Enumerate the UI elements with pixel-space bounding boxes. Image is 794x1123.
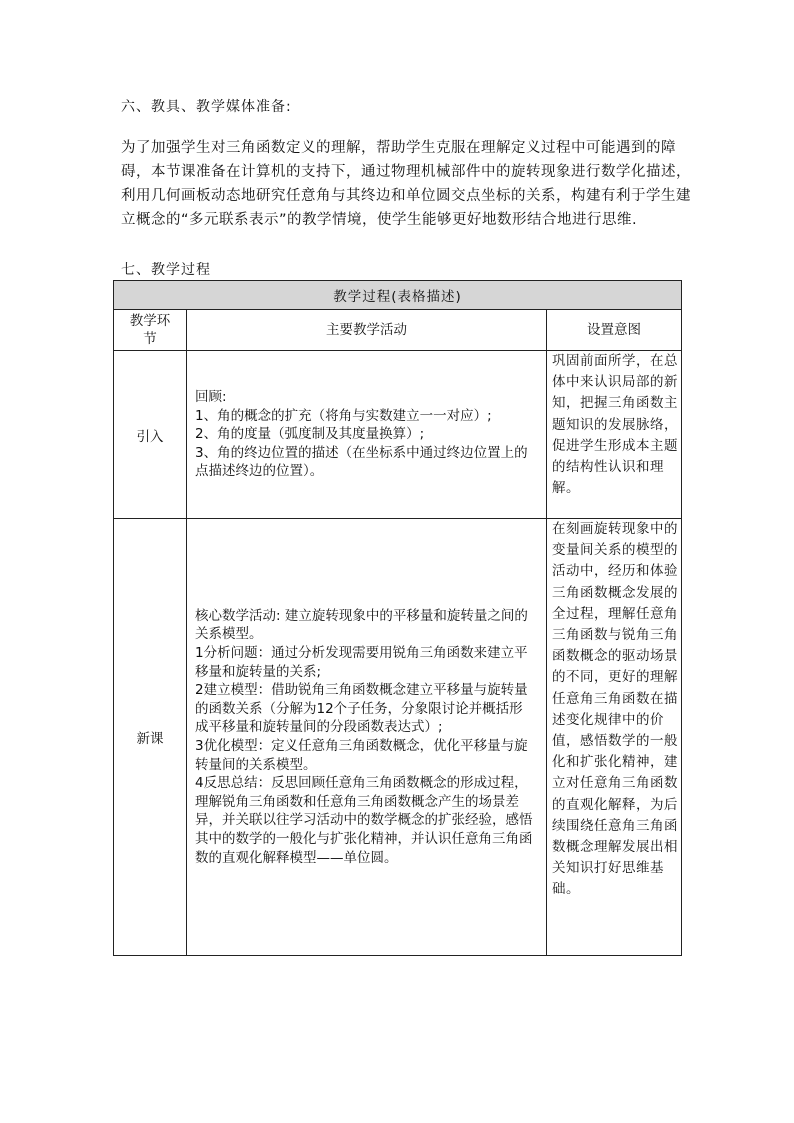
activity-line: 2建立模型：借助锐角三角函数概念建立平移量与旋转量的函数关系（分解为12个子任务，分象限讨论并概括形成平移量和旋转量间的分段函数表达式）; (195, 682, 528, 736)
teaching-process-table (113, 280, 682, 956)
section-heading-teaching-process: 七、教学过程 (121, 262, 211, 278)
activity-line: 回顾: (195, 389, 227, 406)
stage-cell: 引入 (114, 351, 187, 519)
activity-cell (187, 351, 547, 519)
table-row (114, 519, 682, 956)
section-heading-teaching-aids: 六、教具、教学媒体准备: (121, 99, 292, 115)
intent-cell: 巩固前面所学，在总体中来认识局部的新知，把握三角函数主题知识的发展脉络，促进学生形成本主题的结构性认识和理解。 (547, 351, 682, 519)
header-intent: 设置意图 (547, 310, 682, 351)
header-stage: 教学环节 (114, 310, 187, 351)
stage-cell: 新课 (114, 519, 187, 956)
table-caption: 教学过程(表格描述) (114, 281, 682, 310)
activity-line: 1分析问题：通过分析发现需要用锐角三角函数来建立平移量和旋转量的关系; (195, 645, 528, 680)
activity-line: 3优化模型：定义任意角三角函数概念，优化平移量与旋转量间的关系模型。 (195, 738, 528, 773)
teaching-aids-paragraph: 为了加强学生对三角函数定义的理解，帮助学生克服在理解定义过程中可能遇到的障碍，本节课准备在计算机的支持下，通过物理机械部件中的旋转现象进行数学化描述，利用几何画板动态地研究任意角与其终边和单位圆交点坐标的关系，构建有利于学生建立概念的“多元联系表示”的教学情境，使学生能够更好地数形结合地进行思维. (121, 140, 691, 228)
table-row (114, 351, 682, 519)
activity-cell (187, 519, 547, 956)
table-caption-row (114, 281, 682, 310)
activity-line: 4反思总结：反思回顾任意角三角函数概念的形成过程，理解锐角三角函数和任意角三角函数概念产生的场景差异，并关联以往学习活动中的数学概念的扩张经验，感悟其中的数学的一般化与扩张化精神，并认识任意角三角函数的直观化解释模型——单位圆。 (195, 775, 533, 866)
activity-line: 1、角的概念的扩充（将角与实数建立一一对应）; (195, 407, 492, 424)
activity-line: 3、角的终边位置的描述（在坐标系中通过终边位置上的点描述终边的位置）。 (195, 444, 528, 480)
intent-cell: 在刻画旋转现象中的变量间关系的模型的活动中，经历和体验三角函数概念发展的全过程，理解任意角三角函数与锐角三角函数概念的驱动场景的不同，更好的理解任意角三角函数在描述变化规律中的价值，感悟数学的一般化和扩张化精神，建立对任意角三角函数的直观化解释，为后续围绕任意角三角函数概念理解发展出相关知识打好思维基础。 (547, 519, 682, 956)
activity-line: 核心数学活动: 建立旋转现象中的平移量和旋转量之间的关系模型。 (195, 607, 528, 643)
table-header-row (114, 310, 682, 351)
header-activity: 主要教学活动 (187, 310, 547, 351)
activity-line: 2、角的度量（弧度制及其度量换算）; (195, 426, 425, 443)
